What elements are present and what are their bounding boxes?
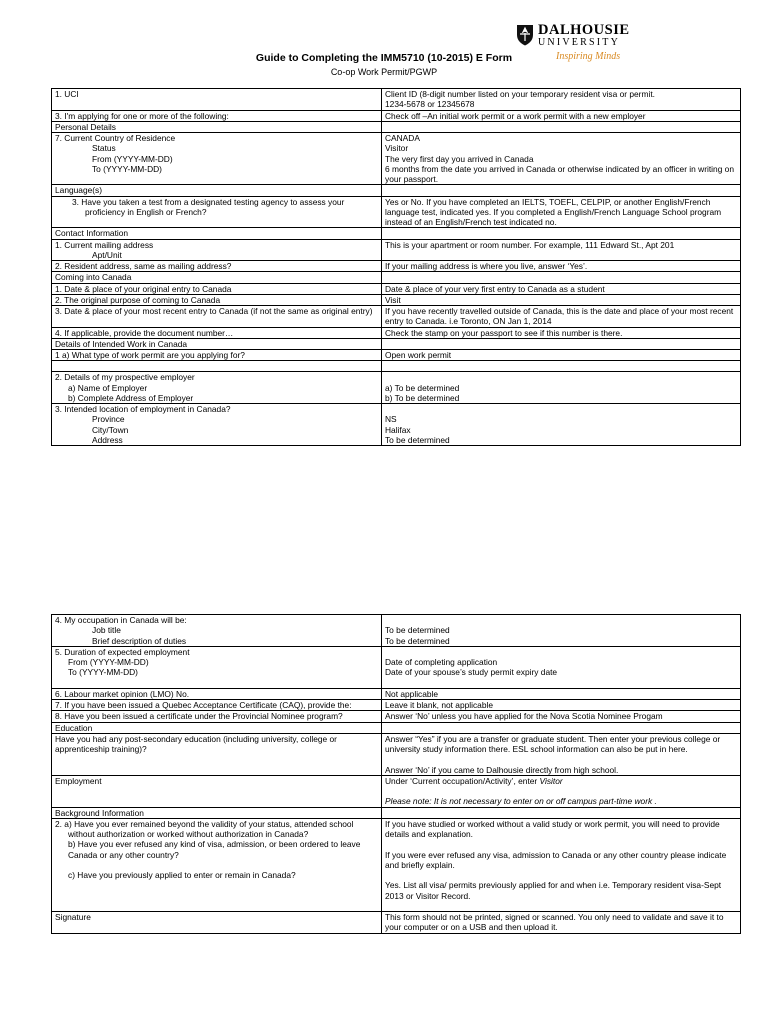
row-label: Have you had any post-secondary education (including university, college or apprenticeship training)?: [52, 733, 382, 775]
form-guide-table-2: [51, 614, 741, 934]
crest-icon: [516, 24, 534, 46]
label-line: c) Have you previously applied to enter or remain in Canada?: [68, 870, 296, 880]
row-instruction: Visit: [382, 294, 741, 305]
row-instruction: Not applicable: [382, 688, 741, 699]
row-instruction: [382, 818, 741, 911]
instruction-line: [385, 901, 738, 911]
row-label: 1. UCI: [52, 89, 382, 111]
table-row: [52, 688, 741, 699]
instruction-line: The very first day you arrived in Canada: [385, 153, 534, 164]
instruction-line: 6 months from the date you arrived in Canada or otherwise indicated by an officer in writing on your passport.: [385, 163, 734, 184]
row-instruction: [382, 372, 741, 404]
table-row: [52, 733, 741, 775]
label-line: To (YYYY-MM-DD): [68, 667, 138, 678]
row-label: [52, 404, 382, 446]
instruction-line: Halifax: [385, 424, 411, 435]
empty-cell: [52, 361, 382, 372]
table-row: [52, 110, 741, 121]
label-line: City/Town: [92, 424, 129, 435]
row-label: 4. If applicable, provide the document number…: [52, 327, 382, 338]
label-line: Brief description of duties: [92, 635, 187, 646]
section-header-row: [52, 272, 741, 283]
label-line: 3. Intended location of employment in Canada?: [55, 404, 231, 414]
row-instruction: [382, 89, 741, 111]
row-instruction: [382, 404, 741, 446]
instruction-line: [385, 372, 738, 382]
table-row: [52, 372, 741, 404]
instruction-emphasis: Visitor: [539, 775, 563, 786]
instruction-line: Date of your spouse’s study permit expiry date: [385, 667, 558, 678]
page-title: Guide to Completing the IMM5710 (10-2015) E Form: [255, 52, 513, 64]
row-label: [52, 239, 382, 261]
table-row: [52, 818, 741, 911]
label-line: Province: [92, 414, 125, 425]
table-row: [52, 350, 741, 361]
row-label: 6. Labour market opinion (LMO) No.: [52, 688, 382, 699]
section-header: Contact Information: [52, 228, 382, 239]
section-header-row: [52, 121, 741, 132]
row-instruction: [382, 133, 741, 185]
row-label: Signature: [52, 912, 382, 934]
section-header: Background Information: [52, 807, 382, 818]
label-line: Apt/Unit: [92, 249, 122, 260]
instruction-line: To be determined: [385, 625, 450, 636]
label-line: 3. Have you taken a test from a designated testing agency to assess your proficiency in English or French?: [72, 196, 345, 217]
row-instruction: Leave it blank, not applicable: [382, 700, 741, 711]
instruction-line: CANADA: [385, 133, 420, 143]
row-instruction: This form should not be printed, signed or scanned. You only need to validate and save it to your computer or on a USB and then upload it.: [382, 912, 741, 934]
label-line: To (YYYY-MM-DD): [92, 163, 162, 174]
row-instruction: If your mailing address is where you live, answer ‘Yes’.: [382, 261, 741, 272]
table-row: [52, 404, 741, 446]
section-header: Details of Intended Work in Canada: [52, 338, 382, 349]
row-instruction: Check off –An initial work permit or a work permit with a new employer: [382, 110, 741, 121]
label-line: 7. If you have been issued a Quebec Acceptance Certificate (CAQ), provide the:: [55, 700, 352, 710]
label-line: Status: [92, 143, 116, 154]
row-instruction: Answer ‘No’ unless you have applied for the Nova Scotia Nominee Progam: [382, 711, 741, 722]
row-label: [52, 196, 382, 228]
section-header: Language(s): [52, 185, 382, 196]
row-instruction: Yes or No. If you have completed an IELTS, TOEFL, CELPIP, or another English/French language test, indicated yes. If you completed a English/French Language School program instead of an English/French test indicated no.: [382, 196, 741, 228]
instruction-line: [385, 870, 738, 880]
row-label: 3. I'm applying for one or more of the following:: [52, 110, 382, 121]
row-label: [52, 818, 382, 911]
empty-cell: [382, 361, 741, 372]
instruction-line: Answer “Yes” if you are a transfer or graduate student. Then enter your previous college or university study information there. ESL school information can also be put in here.: [385, 733, 721, 754]
row-instruction: [382, 615, 741, 647]
instruction-line: NS: [385, 414, 397, 425]
section-header-row: [52, 185, 741, 196]
table-row: [52, 711, 741, 722]
empty-cell: [382, 272, 741, 283]
instruction-text: Under ‘Current occupation/Activity’, enter: [385, 775, 540, 786]
logo-university: UNIVERSITY: [538, 37, 620, 48]
row-label: 1. Date & place of your original entry to Canada: [52, 283, 382, 294]
empty-cell: [382, 807, 741, 818]
row-instruction: Date & place of your very first entry to Canada as a student: [382, 283, 741, 294]
instruction-line: [385, 615, 738, 625]
table-row: [52, 89, 741, 111]
table-row: [52, 196, 741, 228]
instruction-line: Date of completing application: [385, 657, 498, 667]
instruction-note: Please note: It is not necessary to enter on or off campus part-time work .: [385, 796, 657, 807]
label-line: 4. My occupation in Canada will be:: [55, 615, 187, 625]
row-instruction: Check the stamp on your passport to see if this number is there.: [382, 327, 741, 338]
table-row: [52, 646, 741, 688]
instruction-line: [385, 839, 738, 849]
instruction-line: [385, 647, 738, 657]
row-label: [52, 133, 382, 185]
row-label: 2. The original purpose of coming to Canada: [52, 294, 382, 305]
table-row: [52, 294, 741, 305]
label-line: From (YYYY-MM-DD): [92, 153, 173, 164]
form-guide-table-1: [51, 88, 741, 446]
row-instruction: [382, 775, 741, 807]
logo-tagline: Inspiring Minds: [556, 51, 621, 62]
section-header-row: [52, 807, 741, 818]
instruction-line: To be determined: [385, 434, 450, 445]
table-row: [52, 283, 741, 294]
label-line: a) Name of Employer: [68, 382, 148, 393]
label-line: From (YYYY-MM-DD): [68, 657, 149, 667]
label-line: Address: [92, 434, 123, 445]
row-instruction: Open work permit: [382, 350, 741, 361]
empty-cell: [382, 338, 741, 349]
table-row: [52, 133, 741, 185]
instruction-line: [385, 754, 738, 764]
row-label: 1 a) What type of work permit are you applying for?: [52, 350, 382, 361]
table-row: [52, 239, 741, 261]
section-header-row: [52, 338, 741, 349]
instruction-line: b) To be determined: [385, 392, 460, 403]
row-label: [52, 646, 382, 688]
row-label: [52, 700, 382, 711]
label-line: [55, 880, 379, 890]
instruction-line: If you have studied or worked without a valid study or work permit, you will need to provide details and explanation.: [385, 818, 720, 839]
row-instruction: [382, 733, 741, 775]
instruction-line: a) To be determined: [385, 382, 460, 393]
logo-name: DALHOUSIE: [538, 22, 630, 38]
instruction-line: [385, 404, 738, 414]
table-row: [52, 261, 741, 272]
instruction-line: 1234-5678 or 12345678: [385, 99, 475, 110]
label-line: 1. Current mailing address: [55, 239, 154, 250]
row-instruction: [382, 646, 741, 688]
instruction-line: Yes. List all visa/ permits previously applied for and when i.e. Temporary resident visa-Sept 2013 or Visitor Record.: [385, 880, 722, 901]
instruction-line: [385, 776, 738, 786]
row-label: 2. Resident address, same as mailing address?: [52, 261, 382, 272]
instruction-line: Answer ‘No’ if you came to Dalhousie directly from high school.: [385, 764, 619, 775]
label-line: b) Have you ever refused any kind of visa, admission, or been ordered to leave Canada or any other country?: [68, 839, 361, 860]
spacer-row: [52, 361, 741, 372]
empty-cell: [382, 185, 741, 196]
label-line: Job title: [92, 625, 121, 636]
label-line: [55, 678, 379, 688]
row-label: [52, 711, 382, 722]
label-line: 2. a) Have you ever remained beyond the validity of your status, attended school without authorization or worked without authorization in Canada?: [55, 818, 354, 839]
empty-cell: [382, 228, 741, 239]
row-instruction: If you have recently travelled outside of Canada, this is the date and place of your most recent entry to Canada. i.e Toronto, ON Jan 1, 2014: [382, 306, 741, 328]
instruction-line: [385, 786, 738, 796]
empty-cell: [382, 121, 741, 132]
row-label: [52, 615, 382, 647]
table-row: [52, 700, 741, 711]
table-row: [52, 327, 741, 338]
section-header-row: [52, 722, 741, 733]
row-label: Employment: [52, 775, 382, 807]
table-row: [52, 912, 741, 934]
label-line: 7. Current Country of Residence: [55, 133, 176, 143]
label-line: b) Complete Address of Employer: [68, 392, 194, 403]
row-label: [52, 306, 382, 328]
instruction-line: If you were ever refused any visa, admission to Canada or any other country please indicate and briefly explain.: [385, 849, 727, 870]
section-header-row: [52, 228, 741, 239]
instruction-line: Client ID (8-digit number listed on your temporary resident visa or permit.: [385, 89, 655, 99]
section-header: Coming into Canada: [52, 272, 382, 283]
label-line: 5. Duration of expected employment: [55, 646, 190, 657]
table-row: [52, 615, 741, 647]
instruction-line: To be determined: [385, 635, 450, 646]
row-instruction: This is your apartment or room number. For example, 111 Edward St., Apt 201: [382, 239, 741, 261]
instruction-line: Visitor: [385, 143, 409, 154]
section-header: Education: [52, 722, 382, 733]
label-line: 3. Date & place of your most recent entry to Canada (if not the same as original entry): [55, 306, 373, 316]
label-line: [55, 860, 379, 870]
empty-cell: [382, 722, 741, 733]
section-header: Personal Details: [52, 121, 382, 132]
table-row: [52, 775, 741, 807]
label-line: 8. Have you been issued a certificate under the Provincial Nominee program?: [55, 711, 343, 722]
label-line: 2. Details of my prospective employer: [55, 372, 195, 383]
table-row: [52, 306, 741, 328]
page-subtitle: Co-op Work Permit/PGWP: [330, 67, 438, 77]
row-label: [52, 372, 382, 404]
